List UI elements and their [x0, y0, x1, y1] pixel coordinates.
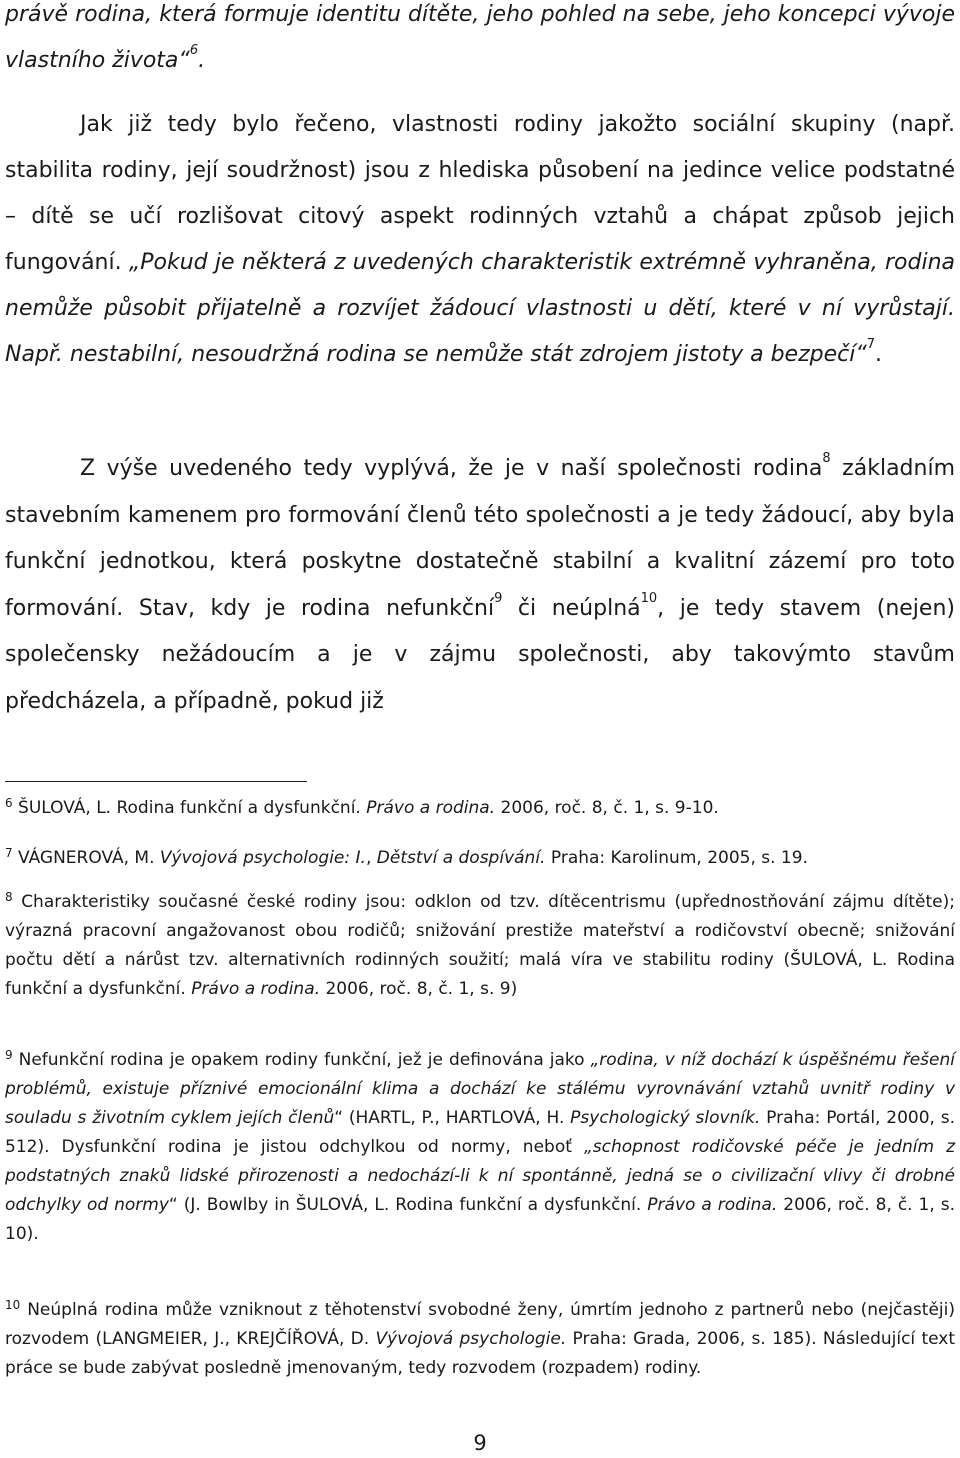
text-span: či neúplná — [502, 595, 641, 621]
page-number: 9 — [473, 1431, 487, 1455]
footnote-ref-9[interactable]: 9 — [494, 590, 503, 606]
text-span: Jak již tedy bylo řečeno, vlastnosti rodiny jakožto sociální skupiny (např. stabilita rodiny, její soudržnost) jsou z hlediska působení na jedince velice podstatné – dítě se učí rozlišovat citový aspekt rodinných vztahů a chápat způsob jejich fungování. — [5, 112, 955, 275]
footnote-ref-7[interactable]: 7 — [866, 337, 876, 352]
text-span: ŠULOVÁ, L. Rodina funkční a dysfunkční. — [18, 798, 367, 818]
paragraph-family-properties — [5, 102, 955, 378]
text-span: 2006, roč. 8, č. 1, s. 9) — [320, 979, 518, 999]
text-span: Nefunkční rodina je opakem rodiny funkční, jež je definována jako — [18, 1050, 591, 1070]
footnote-number: 9 — [5, 1048, 13, 1062]
italic-span: Právo a rodina. — [366, 798, 496, 818]
footnote-number: 7 — [5, 846, 13, 860]
footnote-7 — [5, 844, 955, 873]
footnote-number: 10 — [5, 1298, 21, 1312]
text-span: 2006, roč. 8, č. 1, s. 9-10. — [495, 798, 719, 818]
text-span: Neúplná rodina může vzniknout z těhotenství svobodné ženy, úmrtím jednoho z partnerů nebo (nejčastěji) rozvodem (LANGMEIER, J., KREJČÍŘOVÁ, D. — [5, 1300, 955, 1349]
italic-span: Právo a rodina. — [191, 979, 321, 999]
italic-span: Psychologický slovník. — [570, 1108, 761, 1128]
text-span: VÁGNEROVÁ, M. — [18, 848, 160, 868]
footnote-number: 6 — [5, 796, 13, 810]
text-span: , — [365, 848, 377, 868]
italic-span: Vývojová psychologie: I. — [159, 848, 366, 868]
italic-span: Právo a rodina. — [647, 1195, 778, 1215]
text-span: 2006, roč. 8, č. 1, s. 10). — [5, 1195, 955, 1244]
footnote-10 — [5, 1296, 955, 1383]
text-span: , je tedy stavem (nejen) společensky nežádoucím a je v zájmu společnosti, aby takovýmto stavům předcházela, a případně, pokud již — [5, 595, 955, 714]
footnote-ref-10[interactable]: 10 — [640, 590, 658, 606]
text-span: základním stavebním kamenem pro formování členů této společnosti a je tedy žádoucí, aby byla funkční jednotkou, která poskytne dostatečně stabilní a kvalitní zázemí pro toto formování. Stav, kdy je rodina nefunkční — [5, 456, 955, 621]
footnote-ref-6[interactable]: 6 — [189, 43, 199, 58]
text-span: Praha: Karolinum, 2005, s. 19. — [545, 848, 808, 868]
text-span: Praha: Portál, 2000, s. 512). Dysfunkční rodina je jistou odchylkou od normy, neboť — [5, 1108, 955, 1157]
text-span: . — [875, 342, 883, 367]
text-span: Z výše uvedeného tedy vyplývá, že je v naší společnosti rodina — [80, 456, 823, 481]
text-span: Charakteristiky současné české rodiny jsou: odklon od tzv. dítěcentrismu (upřednostňování zájmu dítěte); výrazná pracovní angažovanost obou rodičů; snižování prestiže mateřství a rodičovství obecně; snižování počtu dětí a nárůst tzv. alternativních rodinných soužití; malá víra ve stabilitu rodiny (ŠULOVÁ, L. Rodina funkční a dysfunkční. — [5, 892, 955, 999]
footnote-number: 8 — [5, 890, 13, 904]
footnote-separator — [5, 781, 307, 782]
footnote-ref-8[interactable]: 8 — [822, 451, 831, 466]
italic-span: Vývojová psychologie. — [375, 1329, 567, 1349]
footnote-6 — [5, 794, 955, 823]
italic-span: „schopnost rodičovské péče je jedním z podstatných znaků lidské přirozenosti a nedochází-li k ní spontánně, jedná se o civilizační vlivy či drobné odchylky od normy — [5, 1137, 955, 1215]
footnote-9 — [5, 1046, 955, 1249]
italic-span: Dětství a dospívání. — [376, 848, 546, 868]
text-span: “ (J. Bowlby in ŠULOVÁ, L. Rodina funkční a dysfunkční. — [168, 1195, 648, 1215]
quote-text: „Pokud je některá z uvedených charakteristik extrémně vyhraněna, rodina nemůže působit přijatelně a rozvíjet žádoucí vlastnosti u dětí, které v ní vyrůstají. Např. — [5, 250, 955, 367]
footnote-8 — [5, 888, 955, 1004]
text-span: . — [198, 48, 206, 73]
quote-text: nestabilní, nesoudržná rodina se nemůže stát zdrojem jistoty a bezpečí“ — [62, 342, 867, 367]
text-span: právě rodina, která formuje identitu dítěte, jeho pohled na sebe, jeho koncepci vývoje vlastního života“ — [5, 2, 955, 73]
paragraph-continued-quote — [5, 0, 955, 84]
text-span: Praha: Grada, 2006, s. 185). Následující text práce se bude zabývat posledně jmenovaným, tedy rozvodem (rozpadem) rodiny. — [5, 1329, 955, 1378]
italic-span: „rodina, v níž dochází k úspěšnému řešení problémů, existuje příznivé emocionální klima a dochází ke stálému vyrovnávání vztahů uvnitř rodiny v souladu s životním cyklem jejích členů — [5, 1050, 955, 1128]
paragraph-conclusion — [5, 446, 955, 725]
text-span: “ (HARTL, P., HARTLOVÁ, H. — [334, 1108, 571, 1128]
